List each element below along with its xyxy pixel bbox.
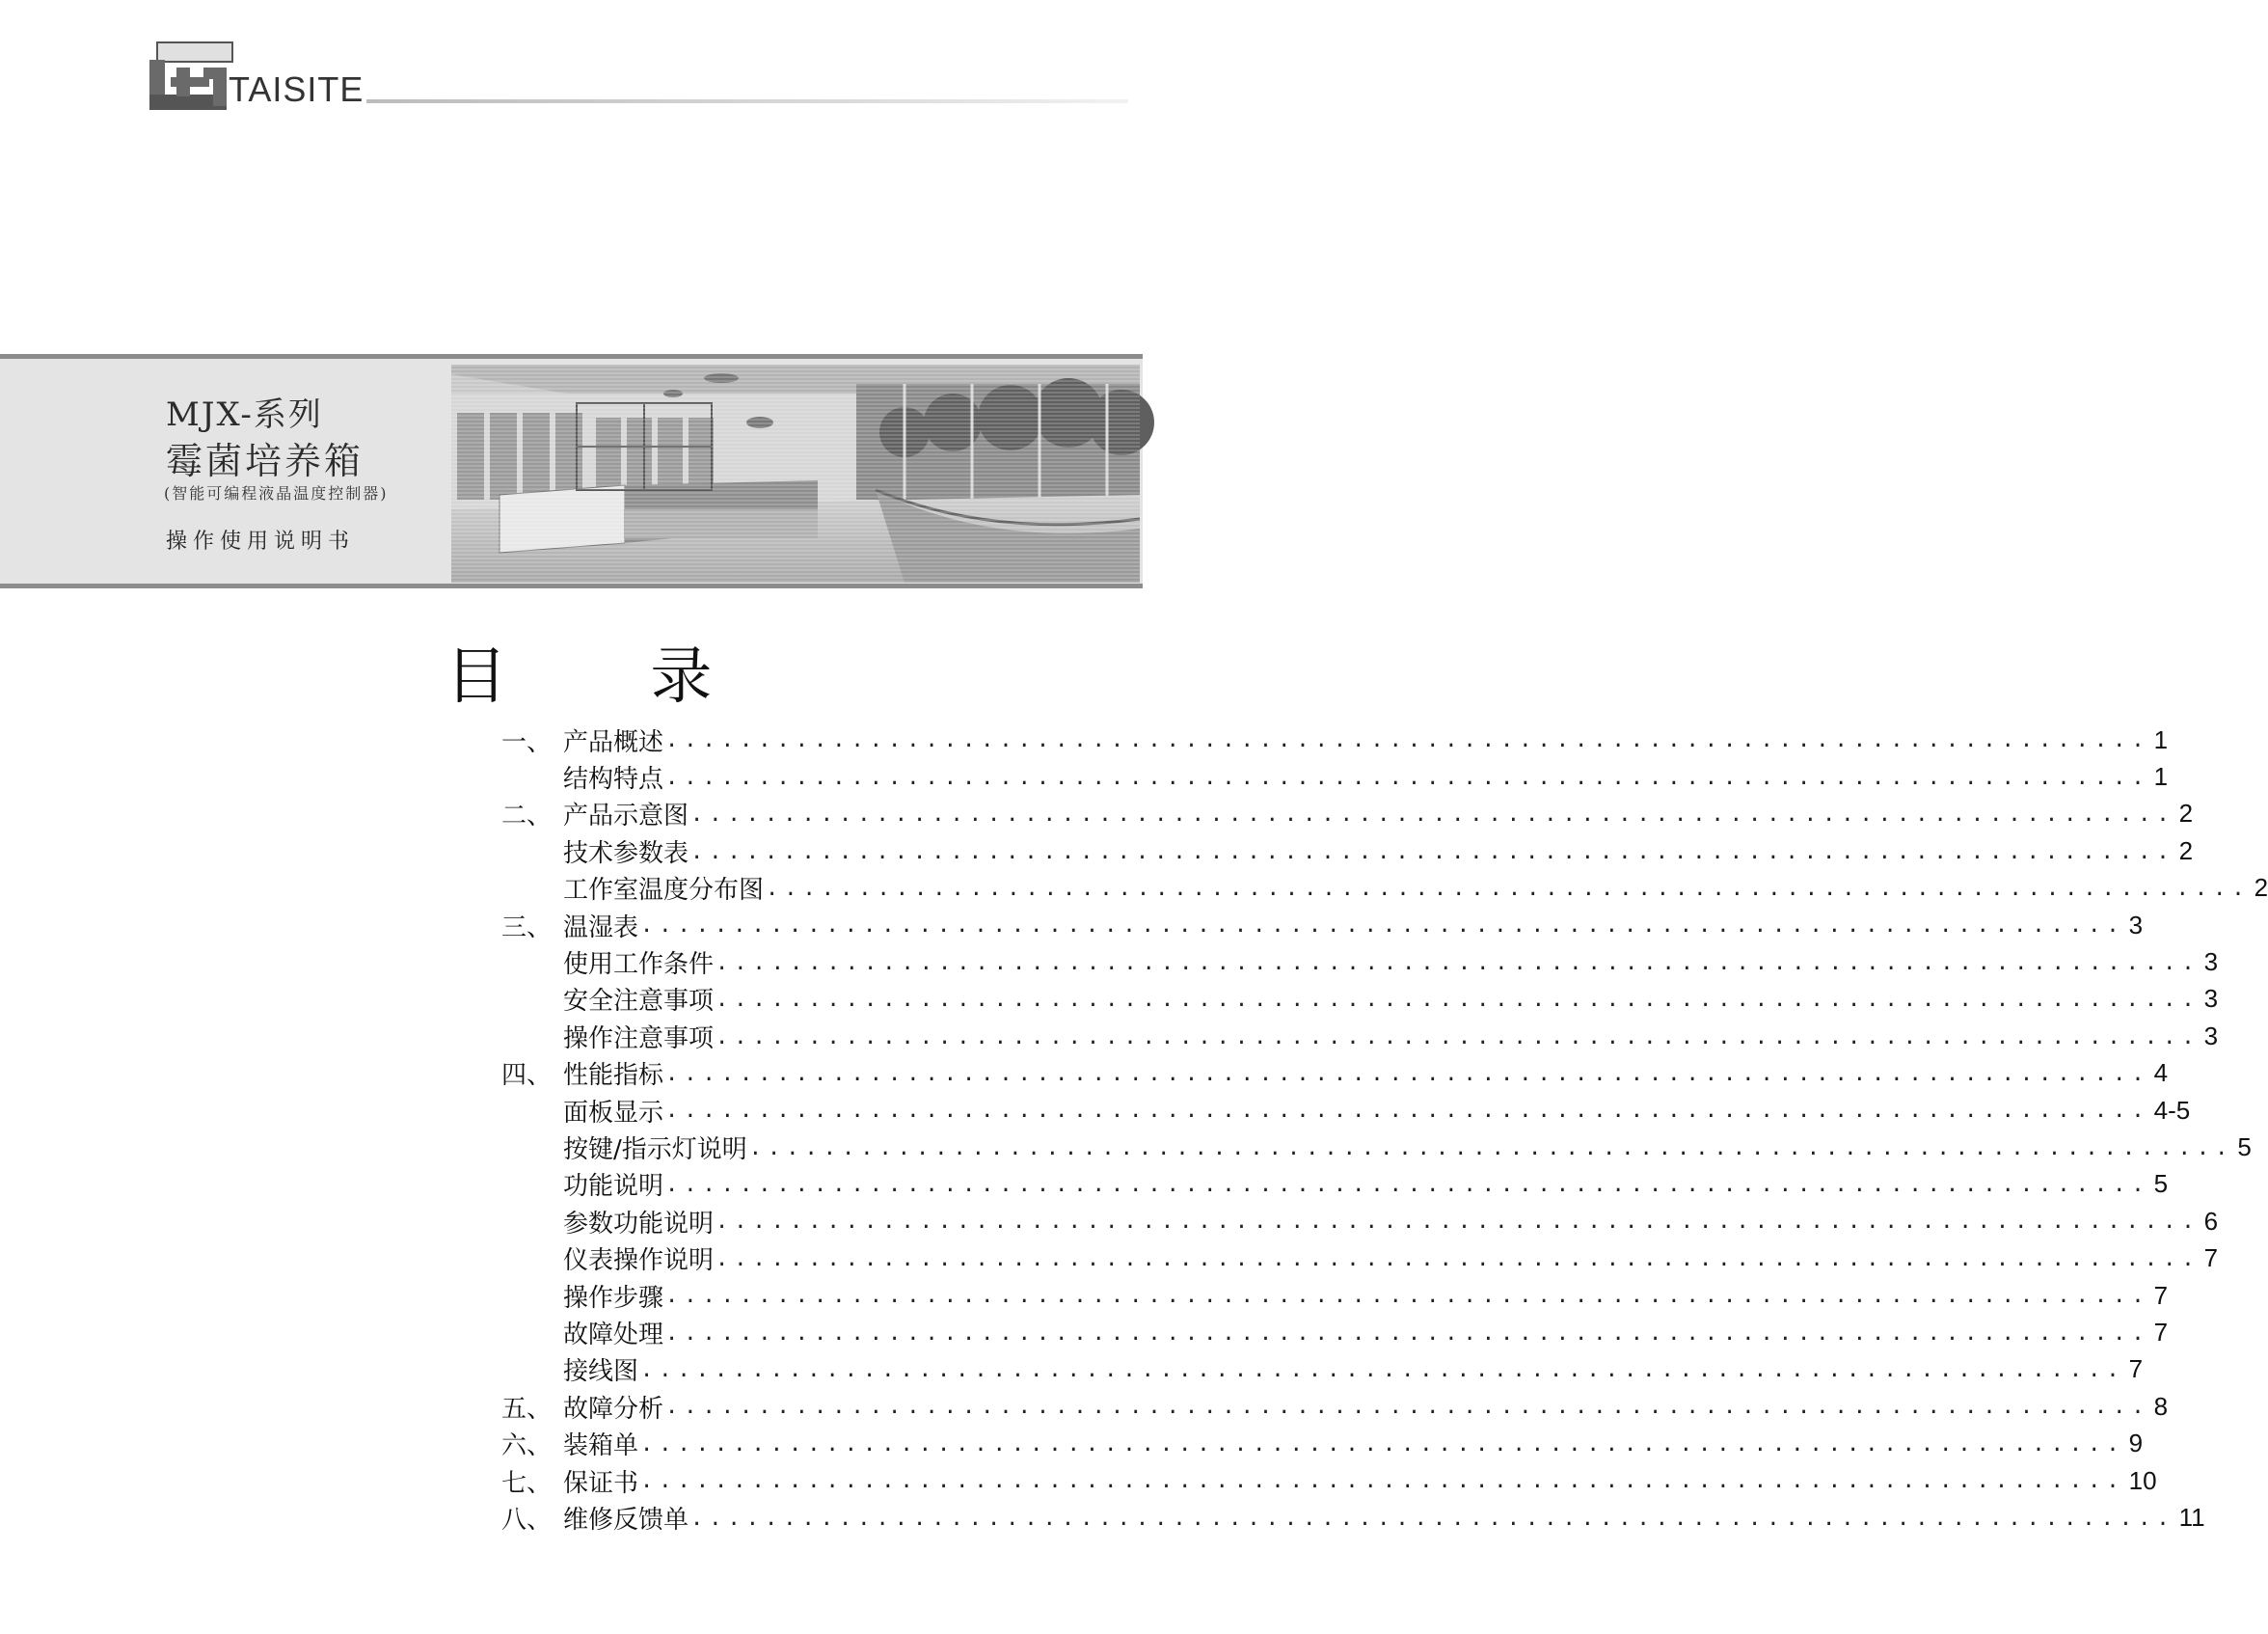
toc-entry[interactable] (501, 832, 2194, 869)
toc-leader-dots: ................................................................................ (690, 839, 2175, 864)
toc-entry-number: 六、 (501, 1431, 553, 1461)
toc-leader-dots: ................................................................................ (640, 913, 2125, 939)
toc-entry[interactable] (501, 870, 2268, 907)
toc-entry[interactable] (501, 907, 2144, 943)
toc-entry[interactable] (501, 1425, 2144, 1461)
table-of-contents (501, 722, 2268, 1537)
toc-entry-number: 八、 (501, 1505, 553, 1535)
toc-entry[interactable] (501, 1351, 2144, 1388)
toc-entry[interactable] (501, 981, 2219, 1018)
toc-entry[interactable] (501, 1499, 2205, 1536)
product-name: 霉菌培养箱 (166, 440, 364, 482)
toc-entry-page: 1 (2153, 762, 2169, 792)
brand-logo (149, 39, 371, 116)
toc-leader-dots: ................................................................................ (665, 1099, 2150, 1124)
brand-name: TAISITE (229, 69, 364, 109)
toc-entry[interactable] (501, 758, 2169, 795)
toc-entry-page: 7 (2153, 1280, 2169, 1310)
toc-entry-label: 操作步骤 (563, 1283, 664, 1313)
toc-entry-page: 8 (2153, 1391, 2169, 1421)
taisite-logo-icon (149, 39, 236, 110)
manual-title: 操作使用说明书 (166, 530, 356, 554)
toc-entry-label: 产品概述 (563, 727, 664, 757)
toc-entry-label: 技术参数表 (563, 838, 689, 868)
toc-entry[interactable] (501, 943, 2219, 980)
toc-entry-label: 故障处理 (563, 1320, 664, 1349)
toc-entry-page: 2 (2254, 873, 2268, 903)
toc-entry[interactable] (501, 1055, 2169, 1092)
toc-entry-page: 3 (2203, 984, 2219, 1014)
product-subtitle: (智能可编程液晶温度控制器) (164, 484, 389, 503)
toc-entry-number: 一、 (501, 727, 553, 757)
toc-entry[interactable] (501, 1166, 2169, 1203)
toc-entry-label: 使用工作条件 (563, 950, 715, 980)
toc-entry-label: 按键/指示灯说明 (563, 1134, 747, 1164)
toc-leader-dots: ................................................................................ (690, 803, 2175, 828)
toc-entry-page: 5 (2237, 1131, 2252, 1161)
toc-leader-dots: ................................................................................ (716, 1024, 2200, 1049)
toc-leader-dots: ................................................................................ (665, 1061, 2150, 1086)
toc-entry[interactable] (501, 796, 2194, 832)
toc-leader-dots: ................................................................................ (716, 1210, 2200, 1235)
toc-entry-page: 7 (2153, 1317, 2169, 1347)
toc-entry[interactable] (501, 1388, 2169, 1425)
toc-title: 目 录 (446, 641, 774, 713)
header-divider (366, 99, 1128, 103)
toc-entry-page: 2 (2178, 799, 2194, 829)
toc-entry-label: 产品示意图 (563, 802, 689, 831)
toc-entry-label: 仪表操作说明 (563, 1246, 715, 1276)
toc-leader-dots: ................................................................................ (716, 1246, 2200, 1271)
toc-entry[interactable] (501, 1018, 2219, 1054)
toc-entry-label: 性能指标 (563, 1061, 664, 1091)
toc-entry[interactable] (501, 1092, 2191, 1129)
toc-entry-label: 故障分析 (563, 1394, 664, 1424)
toc-entry[interactable] (501, 1462, 2157, 1499)
toc-leader-dots: ................................................................................ (665, 1321, 2150, 1346)
toc-entry-number: 二、 (501, 802, 553, 831)
toc-entry-page: 11 (2178, 1502, 2205, 1532)
toc-leader-dots: ................................................................................ (716, 988, 2200, 1013)
toc-entry-label: 功能说明 (563, 1172, 664, 1202)
toc-entry-label: 参数功能说明 (563, 1209, 715, 1239)
toc-entry-page: 2 (2178, 835, 2194, 865)
toc-leader-dots: ................................................................................ (665, 728, 2150, 753)
cover-banner (0, 354, 1143, 588)
toc-entry-page: 6 (2203, 1206, 2219, 1236)
toc-entry-label: 结构特点 (563, 765, 664, 795)
toc-entry-page: 9 (2128, 1429, 2144, 1458)
toc-entry-page: 7 (2203, 1243, 2219, 1273)
toc-entry-label: 维修反馈单 (563, 1505, 689, 1535)
toc-entry-number: 四、 (501, 1061, 553, 1091)
toc-entry-page: 3 (2128, 910, 2144, 940)
toc-entry[interactable] (501, 1203, 2219, 1239)
toc-leader-dots: ................................................................................ (665, 1395, 2150, 1420)
toc-entry[interactable] (501, 1277, 2169, 1314)
toc-entry-number: 三、 (501, 912, 553, 942)
toc-entry-page: 4 (2153, 1058, 2169, 1088)
toc-entry-label: 保证书 (563, 1468, 639, 1498)
toc-leader-dots: ................................................................................ (665, 1173, 2150, 1198)
toc-leader-dots: ................................................................................ (640, 1469, 2125, 1494)
toc-entry-label: 装箱单 (563, 1431, 639, 1461)
toc-entry-label: 工作室温度分布图 (563, 876, 765, 906)
toc-entry[interactable] (501, 722, 2169, 758)
toc-entry-number: 七、 (501, 1468, 553, 1498)
toc-leader-dots: ................................................................................ (690, 1506, 2175, 1531)
laboratory-illustration (451, 365, 1140, 583)
toc-entry-page: 3 (2203, 1021, 2219, 1050)
toc-entry-label: 接线图 (563, 1357, 639, 1387)
toc-entry-label: 面板显示 (563, 1098, 664, 1128)
toc-entry-number: 五、 (501, 1394, 553, 1424)
toc-entry-label: 操作注意事项 (563, 1023, 715, 1053)
toc-entry-page: 3 (2203, 947, 2219, 977)
toc-entry-page: 5 (2153, 1169, 2169, 1199)
toc-leader-dots: ................................................................................ (665, 1284, 2150, 1309)
toc-entry[interactable] (501, 1129, 2252, 1165)
toc-leader-dots: ................................................................................ (766, 876, 2251, 901)
toc-leader-dots: ................................................................................ (748, 1135, 2234, 1160)
toc-entry-label: 安全注意事项 (563, 987, 715, 1017)
toc-leader-dots: ................................................................................ (716, 950, 2200, 975)
toc-leader-dots: ................................................................................ (665, 765, 2150, 790)
laboratory-photo (451, 365, 1140, 583)
toc-entry-page: 7 (2128, 1354, 2144, 1384)
toc-entry-page: 4-5 (2153, 1095, 2191, 1125)
toc-leader-dots: ................................................................................ (640, 1431, 2125, 1457)
toc-entry[interactable] (501, 1314, 2169, 1350)
toc-entry-page: 1 (2153, 724, 2169, 754)
toc-leader-dots: ................................................................................ (640, 1358, 2125, 1383)
toc-entry-label: 温湿表 (563, 912, 639, 942)
toc-entry-page: 10 (2128, 1465, 2157, 1495)
toc-entry[interactable] (501, 1239, 2219, 1276)
product-series: MJX-系列 (166, 395, 323, 434)
